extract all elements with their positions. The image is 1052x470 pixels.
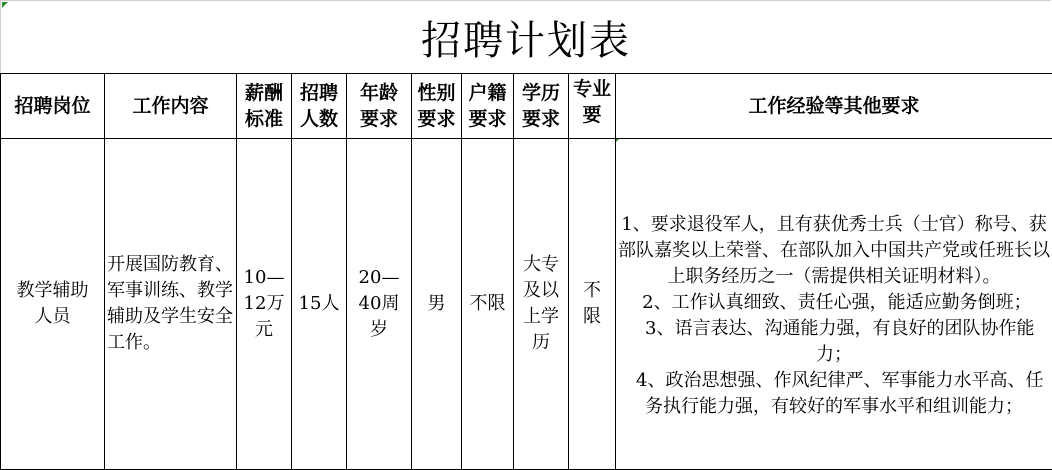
cell-position[interactable]: 教学辅助 人员 (1, 139, 105, 470)
requirement-item-3: 3、语言表达、沟通能力强，有良好的团队协作能力； (616, 316, 1052, 368)
title-cell[interactable] (0, 0, 1051, 74)
header-content[interactable]: 工作内容 (105, 74, 237, 139)
cell-content[interactable]: 开展国防教育、军事训练、教学辅助及学生安全工作。 (105, 139, 237, 470)
cell-indicator-mark (2, 2, 8, 8)
cell-experience[interactable] (616, 139, 1052, 470)
requirement-item-2: 2、工作认真细致、责任心强，能适应勤务倒班； (616, 290, 1052, 316)
header-row (1, 74, 1052, 139)
page-title: 招聘计划表 (421, 21, 631, 61)
cell-hukou[interactable]: 不限 (462, 139, 514, 470)
header-position[interactable]: 招聘岗位 (1, 74, 105, 139)
cell-major[interactable]: 不 限 (569, 139, 616, 470)
cell-count[interactable]: 15人 (292, 139, 347, 470)
header-major[interactable]: 专业 要 (569, 74, 616, 139)
cell-indicator-mark (616, 139, 621, 144)
cell-gender[interactable]: 男 (412, 139, 462, 470)
header-gender[interactable]: 性别 要求 (412, 74, 462, 139)
header-experience[interactable]: 工作经验等其他要求 (616, 74, 1052, 139)
recruitment-table (0, 73, 1052, 470)
requirement-item-1: 1、要求退役军人，且有获优秀士兵（士官）称号、获部队嘉奖以上荣誉、在部队加入中国共产党或任班长以上职务经历之一（需提供相关证明材料）。 (616, 212, 1052, 290)
cell-age[interactable]: 20— 40周 岁 (347, 139, 412, 470)
header-education[interactable]: 学历 要求 (514, 74, 569, 139)
requirement-item-4: 4、政治思想强、作风纪律严、军事能力水平高、任务执行能力强，有较好的军事水平和组训能力； (616, 368, 1052, 420)
header-salary[interactable]: 薪酬 标准 (237, 74, 292, 139)
cell-salary[interactable]: 10— 12万 元 (237, 139, 292, 470)
table-row (1, 139, 1052, 470)
header-count[interactable]: 招聘 人数 (292, 74, 347, 139)
cell-education[interactable]: 大专 及以 上学 历 (514, 139, 569, 470)
header-age[interactable]: 年龄 要求 (347, 74, 412, 139)
header-hukou[interactable]: 户籍 要求 (462, 74, 514, 139)
